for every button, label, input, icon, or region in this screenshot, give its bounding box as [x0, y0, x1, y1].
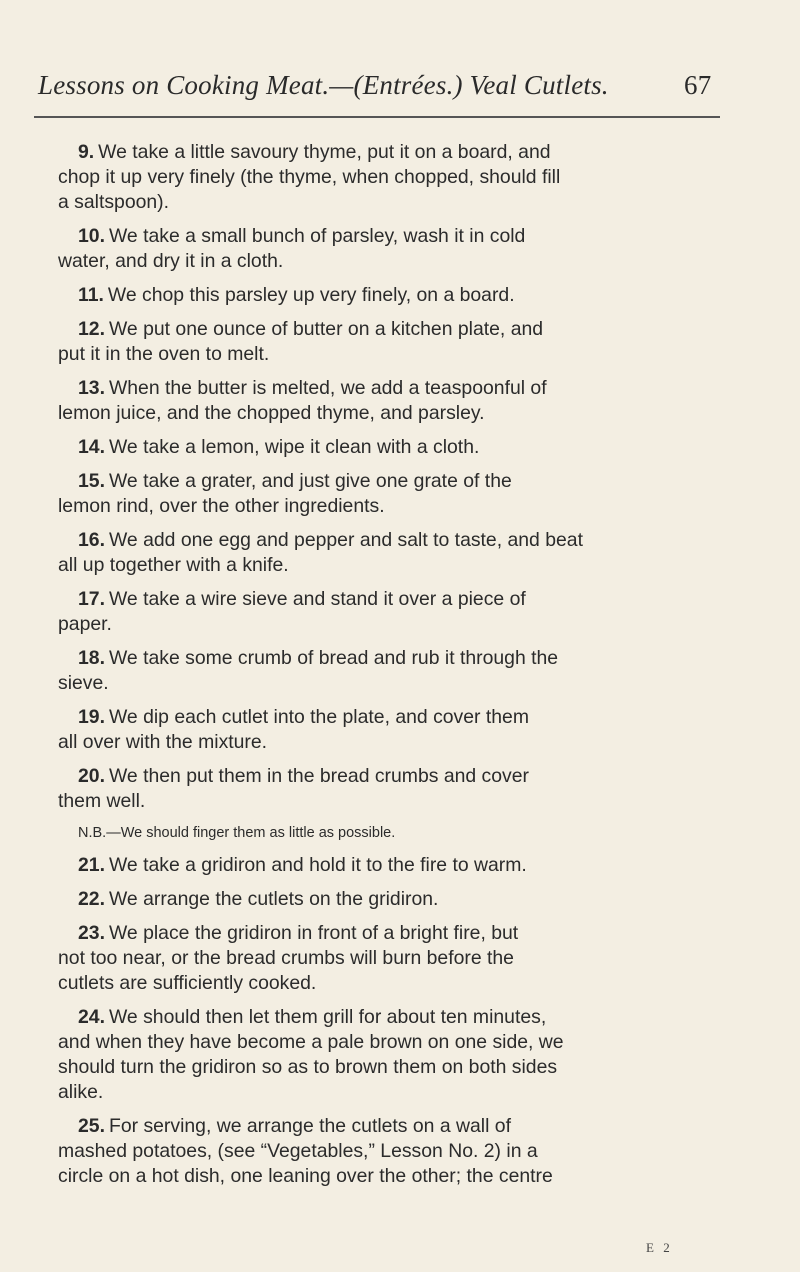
step-text: We take a small bunch of parsley, wash it in cold [108, 225, 526, 247]
step-text: and when they have become a pale brown on one side, we [58, 1031, 564, 1053]
step-line [58, 494, 720, 519]
step-text: mashed potatoes, (see “Vegetables,” Lesson No. 2) in a [58, 1140, 538, 1162]
step-number: 18. [78, 647, 105, 669]
nota-bene: N.B.—We should finger them as little as possible. [78, 825, 396, 841]
step-line [58, 764, 720, 789]
recipe-step [58, 1114, 720, 1189]
step-text: all up together with a knife. [58, 554, 289, 576]
step-text: We place the gridiron in front of a bright fire, but [108, 922, 519, 944]
step-text: We take some crumb of bread and rub it through the [108, 647, 559, 669]
step-number: 23. [78, 922, 105, 944]
step-line [58, 705, 720, 730]
step-text: circle on a hot dish, one leaning over the other; the centre [58, 1165, 553, 1187]
step-line [58, 435, 720, 460]
step-text: We put one ounce of butter on a kitchen plate, and [108, 318, 544, 340]
step-line [58, 317, 720, 342]
step-number: 11. [78, 284, 104, 306]
recipe-step [58, 140, 720, 215]
step-line [58, 1055, 720, 1080]
step-line [58, 553, 720, 578]
step-line [58, 283, 720, 308]
step-number: 12. [78, 318, 105, 340]
step-text: lemon juice, and the chopped thyme, and parsley. [58, 402, 485, 424]
step-text: We take a lemon, wipe it clean with a cloth. [108, 436, 480, 458]
step-text: paper. [58, 613, 112, 635]
recipe-step [58, 705, 720, 755]
step-line [58, 587, 720, 612]
step-text: We take a wire sieve and stand it over a piece of [108, 588, 526, 610]
recipe-step [58, 469, 720, 519]
step-line [58, 671, 720, 696]
step-text: alike. [58, 1081, 104, 1103]
recipe-step [58, 317, 720, 367]
step-text: For serving, we arrange the cutlets on a wall of [108, 1115, 511, 1137]
step-line [58, 342, 720, 367]
step-line [58, 1164, 720, 1189]
step-line [58, 730, 720, 755]
step-line [58, 1114, 720, 1139]
step-text: We dip each cutlet into the plate, and cover them [108, 706, 529, 728]
step-text: put it in the oven to melt. [58, 343, 270, 365]
step-number: 24. [78, 1006, 105, 1028]
step-number: 13. [78, 377, 105, 399]
recipe-step [58, 1005, 720, 1105]
step-text: should turn the gridiron so as to brown them on both sides [58, 1056, 558, 1078]
header-title: Lessons on Cooking Meat.—(Entrées.) Veal Cutlets. [38, 70, 609, 100]
step-line [58, 1030, 720, 1055]
step-text: We take a little savoury thyme, put it on a board, and [98, 141, 551, 163]
step-line [58, 224, 720, 249]
step-line [58, 887, 720, 912]
header-rule [34, 116, 720, 118]
step-text: cutlets are sufficiently cooked. [58, 972, 317, 994]
recipe-step [58, 283, 720, 308]
recipe-steps [58, 140, 720, 1198]
recipe-step [58, 224, 720, 274]
step-text: We take a grater, and just give one grate of the [108, 470, 512, 492]
step-line [58, 1139, 720, 1164]
step-number: 16. [78, 529, 105, 551]
step-text: lemon rind, over the other ingredients. [58, 495, 385, 517]
step-line [58, 646, 720, 671]
step-line [58, 140, 720, 165]
step-text: We chop this parsley up very finely, on a board. [107, 284, 515, 306]
step-text: a saltspoon). [58, 191, 170, 213]
recipe-step [58, 528, 720, 578]
step-line [58, 249, 720, 274]
step-line [58, 528, 720, 553]
step-line [58, 376, 720, 401]
step-number: 9. [78, 141, 95, 163]
step-line [58, 1005, 720, 1030]
step-number: 19. [78, 706, 105, 728]
recipe-step [58, 764, 720, 814]
step-text: not too near, or the bread crumbs will burn before the [58, 947, 514, 969]
step-text: We take a gridiron and hold it to the fire to warm. [108, 854, 527, 876]
step-number: 25. [78, 1115, 105, 1137]
step-line [58, 612, 720, 637]
step-text: water, and dry it in a cloth. [58, 250, 284, 272]
signature-mark: E 2 [646, 1240, 673, 1255]
step-number: 20. [78, 765, 105, 787]
step-line [58, 469, 720, 494]
step-number: 21. [78, 854, 105, 876]
step-line [58, 789, 720, 814]
recipe-step [58, 921, 720, 996]
step-line [58, 190, 720, 215]
step-line [58, 401, 720, 426]
running-header [38, 70, 718, 101]
recipe-step [58, 887, 720, 912]
step-line [58, 946, 720, 971]
step-number: 14. [78, 436, 105, 458]
step-number: 22. [78, 888, 105, 910]
step-text: When the butter is melted, we add a teaspoonful of [108, 377, 547, 399]
step-text: We should then let them grill for about ten minutes, [108, 1006, 547, 1028]
step-text: sieve. [58, 672, 109, 694]
recipe-step [58, 587, 720, 637]
step-text: them well. [58, 790, 146, 812]
recipe-step [58, 376, 720, 426]
recipe-step [58, 435, 720, 460]
step-line [58, 853, 720, 878]
step-line [58, 971, 720, 996]
step-text: chop it up very finely (the thyme, when chopped, should fill [58, 166, 561, 188]
step-number: 15. [78, 470, 105, 492]
step-line [58, 921, 720, 946]
step-number: 10. [78, 225, 105, 247]
step-text: We then put them in the bread crumbs and cover [108, 765, 529, 787]
recipe-step [58, 646, 720, 696]
step-text: all over with the mixture. [58, 731, 268, 753]
step-line [58, 165, 720, 190]
step-line [58, 1080, 720, 1105]
step-text: We arrange the cutlets on the gridiron. [108, 888, 439, 910]
step-number: 17. [78, 588, 105, 610]
recipe-step [58, 853, 720, 878]
page-number: 67 [684, 70, 712, 100]
step-text: We add one egg and pepper and salt to taste, and beat [108, 529, 583, 551]
